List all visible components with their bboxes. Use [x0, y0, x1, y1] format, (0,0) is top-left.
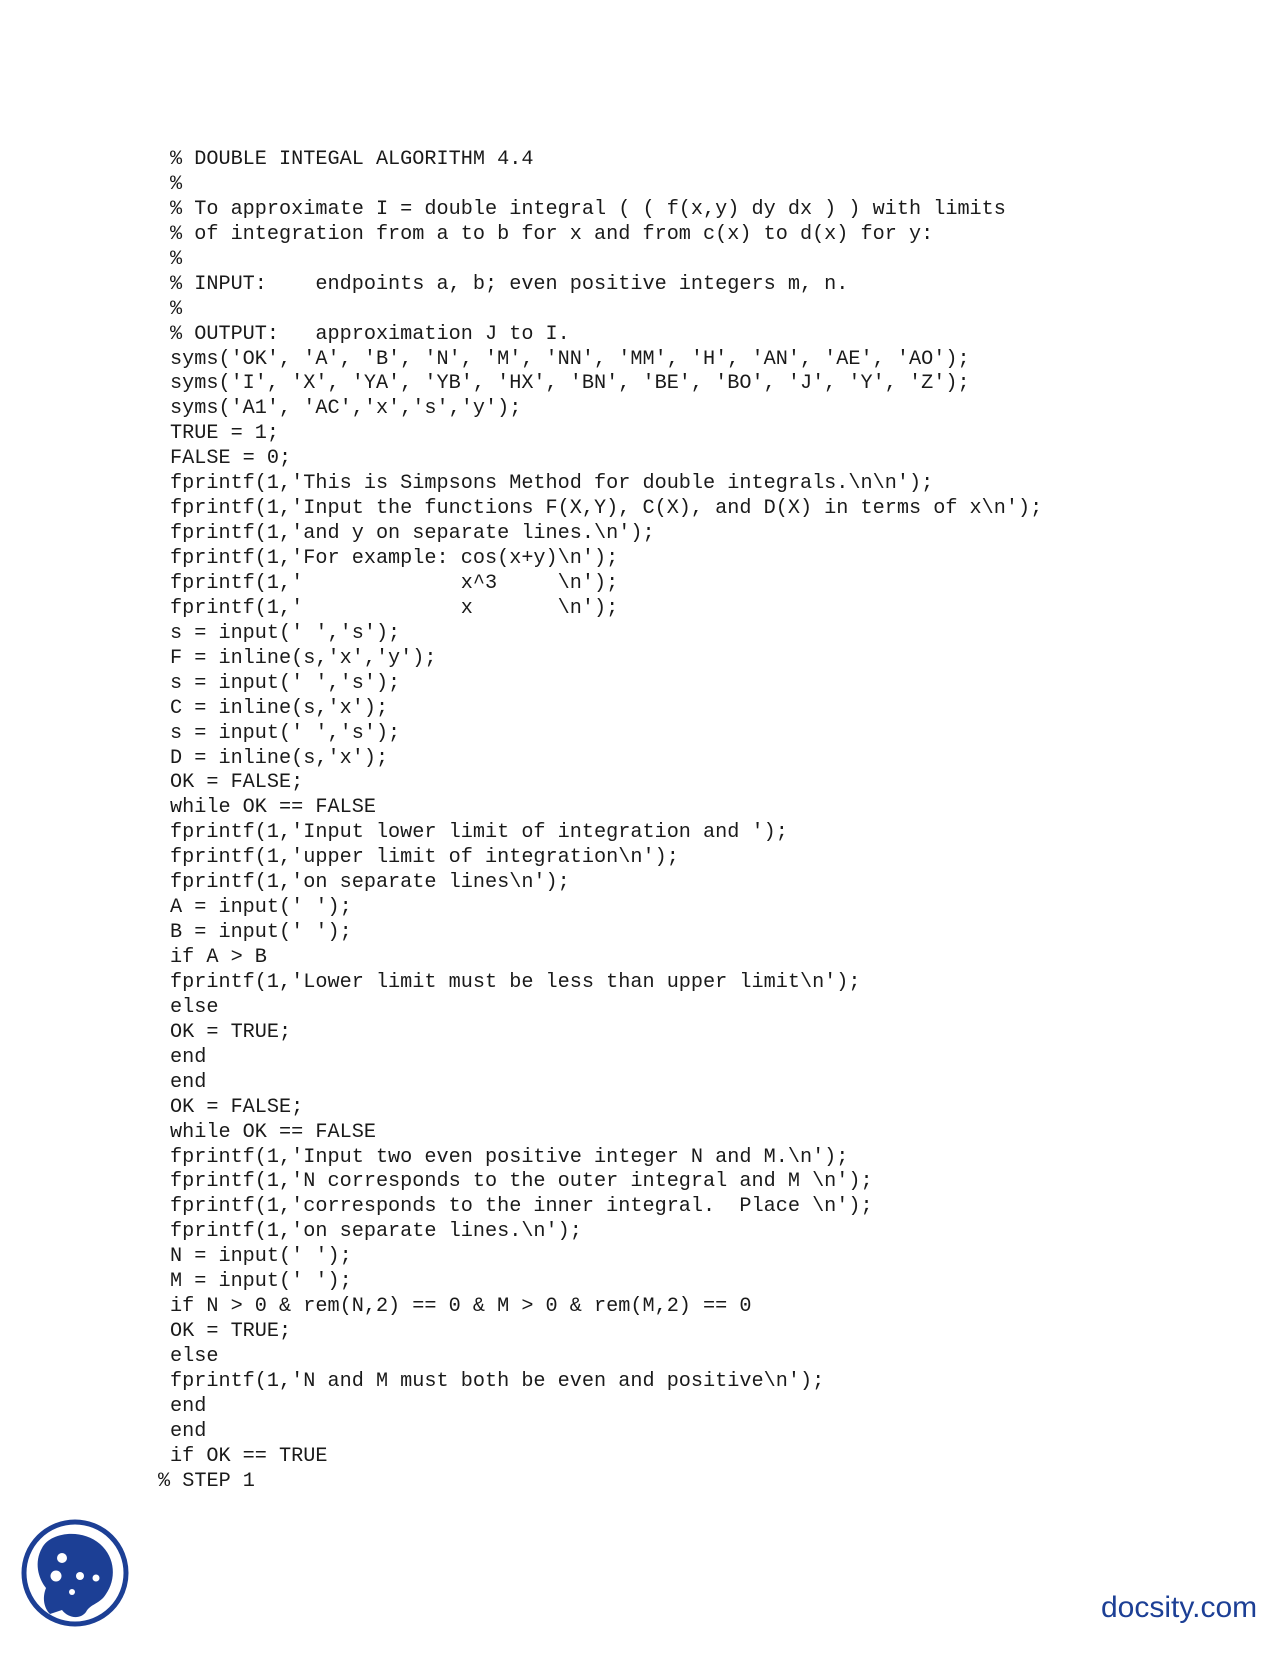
- code-line: % INPUT: endpoints a, b; even positive integers m, n.: [170, 272, 849, 296]
- code-line: D = inline(s,'x');: [170, 746, 389, 770]
- code-line: fprintf(1,'and y on separate lines.\n');: [170, 522, 655, 546]
- code-line: fprintf(1,'N corresponds to the outer integral and M \n');: [170, 1170, 873, 1194]
- code-line: OK = TRUE;: [170, 1320, 292, 1344]
- code-line: OK = FALSE;: [170, 771, 304, 795]
- code-line: fprintf(1,' x^3 \n');: [170, 571, 619, 595]
- code-line: s = input(' ','s');: [170, 671, 401, 695]
- code-line: else: [170, 1345, 219, 1368]
- code-line: end: [170, 1394, 207, 1418]
- code-line: fprintf(1,'corresponds to the inner integral. Place \n');: [170, 1195, 873, 1219]
- code-line: A = input(' ');: [170, 896, 352, 920]
- code-line: % of integration from a to b for x and from c(x) to d(x) for y:: [170, 222, 934, 246]
- code-line: fprintf(1,'This is Simpsons Method for double integrals.\n\n');: [170, 472, 934, 496]
- code-line: end: [170, 1045, 207, 1069]
- code-line: F = inline(s,'x','y');: [170, 646, 437, 670]
- code-line: TRUE = 1;: [170, 422, 280, 446]
- code-line: OK = TRUE;: [170, 1020, 292, 1044]
- code-line: if A > B: [170, 946, 267, 969]
- code-line: FALSE = 0;: [170, 447, 292, 471]
- code-line: fprintf(1,'upper limit of integration\n');: [170, 846, 679, 870]
- code-line: syms('A1', 'AC','x','s','y');: [170, 397, 522, 421]
- code-line: fprintf(1,'Lower limit must be less than upper limit\n');: [170, 970, 861, 994]
- code-line: %: [170, 247, 183, 271]
- code-line: % To approximate I = double integral ( ( f(x,y) dy dx ) ) with limits: [170, 197, 1006, 221]
- code-line: s = input(' ','s');: [170, 621, 401, 645]
- code-line: fprintf(1,'Input lower limit of integration and ');: [170, 821, 788, 845]
- code-line: fprintf(1,'on separate lines\n');: [170, 871, 570, 895]
- docsity-logo-icon: [20, 1518, 130, 1628]
- code-listing: [158, 148, 1043, 1495]
- code-line: while OK == FALSE: [170, 796, 376, 820]
- code-line: syms('I', 'X', 'YA', 'YB', 'HX', 'BN', 'BE', 'BO', 'J', 'Y', 'Z');: [170, 372, 970, 396]
- code-line: fprintf(1,'Input two even positive integer N and M.\n');: [170, 1145, 849, 1169]
- brand-text[interactable]: docsity.com: [1101, 1591, 1258, 1624]
- code-line: else: [170, 995, 219, 1019]
- code-line: end: [170, 1070, 207, 1094]
- code-line: %: [170, 172, 183, 196]
- code-line: fprintf(1,'Input the functions F(X,Y), C(X), and D(X) in terms of x\n');: [170, 497, 1043, 521]
- code-line: syms('OK', 'A', 'B', 'N', 'M', 'NN', 'MM', 'H', 'AN', 'AE', 'AO');: [170, 347, 970, 371]
- code-line: fprintf(1,'on separate lines.\n');: [170, 1220, 582, 1244]
- code-line: % OUTPUT: approximation J to I.: [170, 322, 570, 346]
- code-line: N = input(' ');: [170, 1245, 352, 1269]
- code-line: M = input(' ');: [170, 1270, 352, 1294]
- code-line: if OK == TRUE: [170, 1444, 328, 1468]
- code-line: %: [170, 297, 183, 321]
- code-line: end: [170, 1419, 207, 1443]
- code-line: s = input(' ','s');: [170, 721, 401, 745]
- code-line: OK = FALSE;: [170, 1095, 304, 1119]
- code-line: fprintf(1,'N and M must both be even and positive\n');: [170, 1369, 825, 1393]
- code-line: % STEP 1: [158, 1469, 255, 1493]
- code-line: C = inline(s,'x');: [170, 696, 389, 720]
- code-line: while OK == FALSE: [170, 1120, 376, 1144]
- code-line: if N > 0 & rem(N,2) == 0 & M > 0 & rem(M,2) == 0: [170, 1295, 752, 1319]
- code-line: B = input(' ');: [170, 921, 352, 945]
- code-line: % DOUBLE INTEGAL ALGORITHM 4.4: [170, 148, 534, 171]
- code-line: fprintf(1,' x \n');: [170, 596, 619, 620]
- code-line: fprintf(1,'For example: cos(x+y)\n');: [170, 547, 619, 570]
